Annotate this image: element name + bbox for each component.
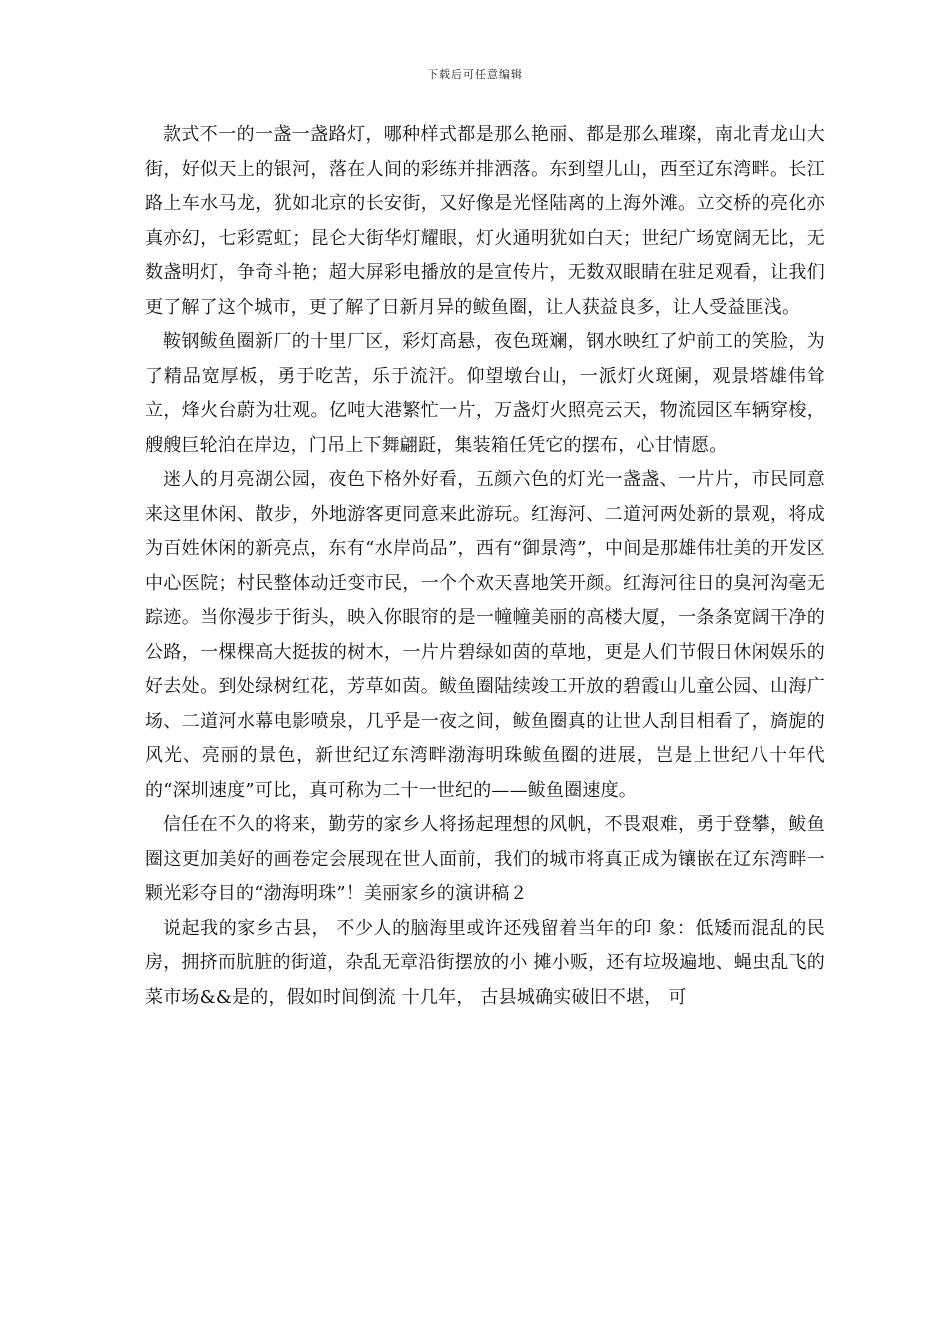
page-header: 下载后可任意编辑 [427,68,523,81]
paragraph-moon-lake-park: 迷人的月亮湖公园，夜色下格外好看，五颜六色的灯光一盏盏、一片片，市民同意来这里休闲、散步，外地游客更同意来此游玩。红海河、二道河两处新的景观，将成为百姓休闲的新亮点，东有“水岸尚品”，西有“御景湾”，中间是那雄伟壮美的开发区中心医院；村民整体动迁变市民，一个个欢天喜地笑开颜。红海河往日的臭河沟毫无踪迹。当你漫步于街头，映入你眼帘的是一幢幢美丽的高楼大厦，一条条宽阔干净的公路，一棵棵高大挺拔的树木，一片片碧绿如茵的草地，更是人们节假日休闲娱乐的好去处。到处绿树红花，芳草如茵。鲅鱼圈陆续竣工开放的碧霞山儿童公园、山海广场、二道河水幕电影喷泉，几乎是一夜之间，鲅鱼圈真的让世人刮目相看了，旖旎的风光、亮丽的景色，新世纪辽东湾畔渤海明珠鲅鱼圈的进展，岂是上世纪八十年代的“深圳速度”可比，真可称为二十一世纪的——鲅鱼圈速度。 [145,469,825,801]
paragraph-steel-plant: 鞍钢鲅鱼圈新厂的十里厂区，彩灯高悬，夜色斑斓，钢水映红了炉前工的笑脸，为了精品宽厚板，勇于吃苦，乐于流汗。仰望墩台山，一派灯火斑阑，观景塔雄伟耸立，烽火台蔚为壮观。亿吨大港繁忙一片，万盏灯火照亮云天，物流园区车辆穿梭，艘艘巨轮泊在岸边，门吊上下舞翩跹，集装箱任凭它的摆布，心甘情愿。 [145,331,825,456]
paragraph-future: 信任在不久的将来，勤劳的家乡人将扬起理想的风帆，不畏艰难，勇于登攀，鲅鱼圈这更加美好的画卷定会展现在世人面前，我们的城市将真正成为镶嵌在辽东湾畔一颗光彩夺目的“渤海明珠”！美丽家乡的演讲稿２ [145,814,825,904]
paragraph-guxian: 说起我的家乡古县， 不少人的脑海里或许还残留着当年的印 象：低矮而混乱的民房，拥挤而肮脏的街道，杂乱无章沿街摆放的小 摊小贩，还有垃圾遍地、蝇虫乱飞的菜市场&&是的，假如时间倒流 十几年， 古县城确实破旧不堪， 可 [145,917,825,1008]
document-body [145,118,825,1015]
paragraph-street-lights: 款式不一的一盏一盏路灯，哪种样式都是那么艳丽、都是那么璀璨，南北青龙山大街，好似天上的银河，落在人间的彩练并排洒落。东到望儿山，西至辽东湾畔。长江路上车水马龙，犹如北京的长安街，又好像是光怪陆离的上海外滩。立交桥的亮化亦真亦幻，七彩霓虹；昆仑大街华灯耀眼，灯火通明犹如白天；世纪广场宽阔无比，无数盏明灯，争奇斗艳；超大屏彩电播放的是宣传片，无数双眼睛在驻足观看，让我们更了解了这个城市，更了解了日新月异的鲅鱼圈，让人获益良多，让人受益匪浅。 [145,124,825,318]
